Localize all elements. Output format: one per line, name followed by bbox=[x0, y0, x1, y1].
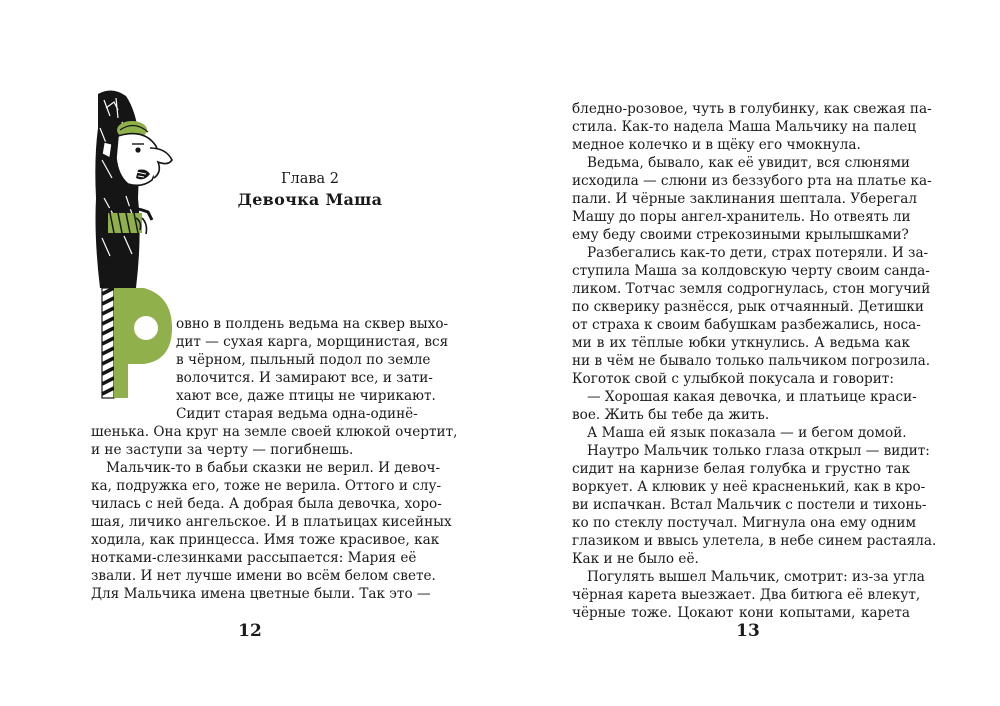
text-line: шенька. Она круг на земле своей клюкой очертит, bbox=[91, 424, 458, 440]
text-line: пали. И чёрные заклинания шептала. Уберегал bbox=[572, 191, 917, 207]
text-line: глазиком и ввысь улетела, в небе синем растаяла. bbox=[572, 533, 937, 549]
text-line: вое. Жить бы тебе да жить. bbox=[572, 407, 770, 423]
text-line: и не заступи за черту — погибнешь. bbox=[91, 442, 354, 458]
text-line: хают все, даже птицы не чирикают. bbox=[176, 388, 436, 404]
text-line: чёрная карета выезжает. Два битюга её влекут, bbox=[572, 587, 921, 603]
text-line: бледно-розовое, чуть в голубинку, как свежая па- bbox=[572, 101, 932, 117]
text-line: ступила Маша за колдовскую черту своим санда- bbox=[572, 263, 930, 279]
text-line: воркует. А клювик у неё красненький, как в кро- bbox=[572, 479, 926, 495]
text-line: Машу до поры ангел-хранитель. Но отвеять ли bbox=[572, 209, 911, 225]
text-line: ви испачкан. Встал Мальчик с постели и тихонь- bbox=[572, 497, 927, 513]
text-line: — Хорошая какая девочка, и платьице краси- bbox=[587, 389, 917, 405]
page-number-right: 13 bbox=[736, 621, 760, 641]
text-line: Мальчик-то в бабьи сказки не верил. И девоч- bbox=[106, 460, 441, 476]
text-line: чилась с ней беда. А добрая была девочка, хоро- bbox=[91, 496, 442, 512]
text-line: звали. И нет лучше имени во всём белом свете. bbox=[91, 568, 436, 584]
text-line: дит — сухая карга, морщинистая, вся bbox=[176, 334, 449, 350]
text-line: ка, подружка его, тоже не верила. Оттого и слу- bbox=[91, 478, 442, 494]
text-line: волочится. И замирают все, и зати- bbox=[176, 370, 433, 386]
text-line: стила. Как-то надела Маша Мальчику на палец bbox=[572, 119, 917, 135]
text-line: в чёрном, пыльный подол по земле bbox=[176, 352, 431, 368]
text-line: ходила, как принцесса. Имя тоже красивое, как bbox=[91, 532, 440, 548]
text-line: Ведьма, бывало, как её увидит, вся слюнями bbox=[587, 155, 910, 171]
witch-drop-cap-illustration bbox=[88, 88, 178, 400]
text-line: Разбегались как-то дети, страх потеряли. И за- bbox=[587, 245, 929, 261]
text-line: ко по стеклу постучал. Мигнула она ему одним bbox=[572, 515, 917, 531]
text-line: шая, личико ангельское. И в платьицах кисейных bbox=[91, 514, 452, 530]
text-line: овно в полдень ведьма на сквер выхо- bbox=[176, 316, 449, 332]
text-line: Сидит старая ведьма одна-одинё- bbox=[176, 406, 418, 422]
text-line: ни в чём не бывало только пальчиком погрозила. bbox=[572, 353, 931, 369]
text-line: Наутро Мальчик только глаза открыл — видит: bbox=[587, 443, 930, 459]
text-line: ему беду своими стрекозиными крылышками? bbox=[572, 227, 909, 243]
text-line: от страха к своим бабушкам разбежались, носа- bbox=[572, 317, 921, 333]
chapter-number: Глава 2 bbox=[280, 171, 340, 187]
text-line: сидит на карнизе белая голубка и грустно так bbox=[572, 461, 910, 477]
text-line: медное колечко и в щёку его чмокнула. bbox=[572, 137, 861, 153]
text-line: Как и не было её. bbox=[572, 551, 699, 567]
text-line: Погулять вышел Мальчик, смотрит: из-за угла bbox=[587, 569, 925, 585]
text-line: А Маша ей язык показала — и бегом домой. bbox=[587, 425, 907, 441]
text-line: Коготок свой с улыбкой покусала и говорит: bbox=[572, 371, 894, 387]
page-number-left: 12 bbox=[238, 621, 262, 641]
text-line: чёрные тоже. Цокают кони копытами, карета bbox=[572, 605, 910, 621]
chapter-title: Девочка Маша bbox=[237, 190, 383, 209]
text-line: по скверику разнёсся, рык отчаянный. Детишки bbox=[572, 299, 924, 315]
text-line: нотками-слезинками рассыпается: Мария её bbox=[91, 550, 417, 566]
text-line: ми в их тёплые юбки уткнулись. А ведьма как bbox=[572, 335, 910, 351]
right-page bbox=[500, 0, 1000, 706]
text-line: ликом. Тотчас земля содрогнулась, стон могучий bbox=[572, 281, 931, 297]
text-line: исходила — слюни из беззубого рта на платье ка- bbox=[572, 173, 932, 189]
text-line: Для Мальчика имена цветные были. Так это — bbox=[91, 586, 431, 602]
